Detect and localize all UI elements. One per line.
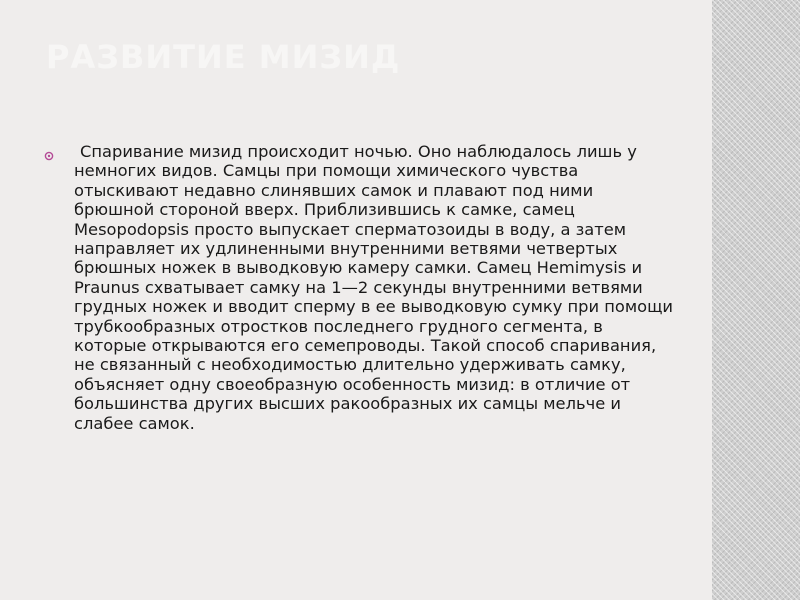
slide-title: РАЗВИТИЕ МИЗИД [46, 38, 401, 76]
circle-bullet-icon [44, 151, 54, 161]
slide-body-text: Спаривание мизид происходит ночью. Оно наблюдалось лишь у немногих видов. Самцы при помощи химического чувства отыскивают недавно слинявших самок и плавают под ними брюшной стороной вверх. Приблизившись к самке, самец Mesopodopsis просто выпускает сперматозоиды в воду, а затем направляет их удлиненными внутренними ветвями четвертых брюшных ножек в выводковую камеру самки. Самец Hemimysis и Praunus схватывает самку на 1—2 секунды внутренними ветвями грудных ножек и вводит сперму в ее выводковую сумку при помощи трубкообразных отростков последнего грудного сегмента, в которые открываются его семепроводы. Такой способ спаривания, не связанный с необходимостью длительно удерживать самку, объясняет одну своеобразную особенность мизид: в отличие от большинства других высших ракообразных их самцы мельче и слабее самок. [74, 142, 674, 433]
decorative-side-bar [712, 0, 800, 600]
